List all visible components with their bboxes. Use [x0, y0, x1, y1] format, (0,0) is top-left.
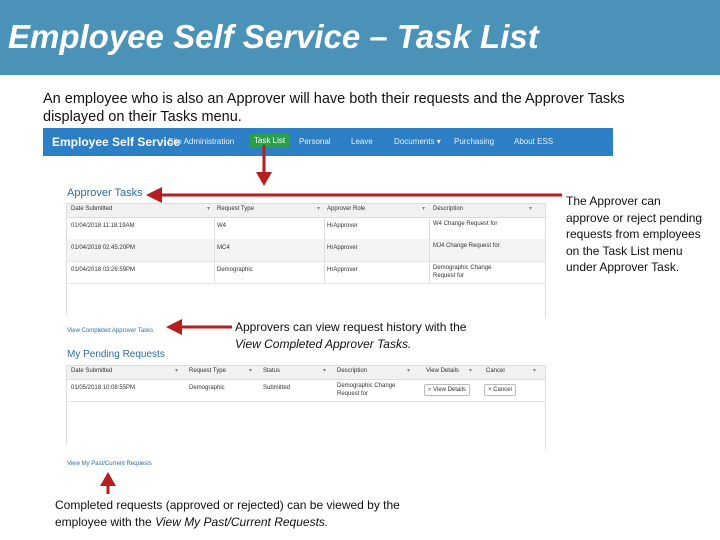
approver-tasks-title: Approver Tasks	[67, 187, 143, 199]
type-cell: Demographic	[217, 267, 253, 273]
pending-requests-title: My Pending Requests	[67, 349, 165, 360]
chevron-down-icon: ▾	[434, 137, 441, 146]
search-icon: ⌕	[428, 387, 434, 393]
history-callout-link-name: View Completed Approver Tasks.	[235, 336, 412, 351]
slide-title: Employee Self Service – Task List	[8, 18, 539, 55]
type-cell: Demographic	[189, 385, 225, 391]
nav-brand[interactable]: Employee Self Service	[52, 135, 181, 149]
intro-text: An employee who is also an Approver will have both their requests and the Approver Tasks displayed on their Tasks menu.	[43, 91, 625, 125]
sort-icon[interactable]: ▾	[207, 206, 211, 212]
title-bar	[0, 0, 720, 75]
scrollbar-track[interactable]	[545, 365, 546, 450]
scrollbar-track[interactable]	[545, 203, 546, 318]
sort-icon[interactable]: ▾	[175, 368, 179, 374]
column-divider	[324, 217, 325, 283]
role-cell: HrApprover	[327, 267, 358, 273]
column-header[interactable]: Date Submitted	[71, 206, 113, 212]
sort-icon[interactable]: ▾	[529, 206, 533, 212]
description-cell: Demographic Change Request for	[433, 265, 492, 279]
column-header[interactable]: Request Type	[189, 368, 226, 374]
completed-callout-text: Completed requests (approved or rejected) can be viewed by the employee with the	[55, 498, 400, 529]
column-header[interactable]: View Details	[426, 368, 459, 374]
table-row[interactable]	[67, 217, 545, 240]
date-cell: 01/05/2018 10:08:55PM	[71, 385, 136, 391]
sort-icon[interactable]: ▾	[323, 368, 327, 374]
description-cell: W4 Change Request for	[433, 221, 498, 227]
description-cell: Demographic Change Request for	[337, 383, 396, 397]
table-row[interactable]	[67, 379, 545, 402]
sort-icon[interactable]: ▾	[422, 206, 426, 212]
view-details-label: View Details	[433, 387, 466, 393]
history-callout	[235, 319, 480, 352]
cancel-label: Cancel	[493, 387, 512, 393]
sort-icon[interactable]: ▾	[533, 368, 537, 374]
ess-navbar	[43, 128, 613, 156]
role-cell: HrApprover	[327, 223, 358, 229]
date-cell: 01/04/2018 02:45:20PM	[71, 245, 136, 251]
nav-site-administration[interactable]: Site Administration	[168, 137, 235, 146]
view-completed-approver-tasks-link[interactable]: View Completed Approver Tasks	[67, 328, 154, 334]
column-header[interactable]: Description	[433, 206, 464, 212]
sort-icon[interactable]: ▾	[249, 368, 253, 374]
history-callout-text: Approvers can view request history with the	[235, 320, 467, 334]
nav-about-ess[interactable]: About ESS	[514, 137, 554, 146]
column-header[interactable]: Status	[263, 368, 281, 374]
description-cell: MJ4 Change Request for	[433, 243, 500, 249]
nav-task-list[interactable]: Task List	[249, 134, 290, 147]
role-cell: HrApprover	[327, 245, 358, 251]
column-header[interactable]: Approver Role	[327, 206, 366, 212]
table-row[interactable]	[67, 239, 545, 262]
view-details-button[interactable]	[424, 384, 470, 396]
approver-tasks-header	[67, 203, 545, 218]
approver-callout: The Approver can approve or reject pending requests from employees on the Task List menu under Approver Task.	[566, 194, 703, 274]
column-header[interactable]: Cancel	[486, 368, 505, 374]
nav-leave[interactable]: Leave	[351, 137, 373, 146]
completed-callout-link-name: View My Past/Current Requests.	[155, 514, 329, 529]
type-cell: MC4	[217, 245, 230, 251]
status-cell: Submitted	[263, 385, 291, 391]
column-header[interactable]: Date Submitted	[71, 368, 113, 374]
column-header[interactable]: Request Type	[217, 206, 254, 212]
pending-requests-header	[67, 365, 545, 380]
sort-icon[interactable]: ▾	[317, 206, 321, 212]
column-divider	[214, 217, 215, 283]
column-divider	[429, 217, 430, 283]
view-past-current-requests-link[interactable]: View My Past/Current Requests	[67, 461, 152, 467]
type-cell: W4	[217, 223, 226, 229]
close-icon: ×	[488, 387, 494, 393]
table-row[interactable]	[67, 261, 545, 284]
nav-personal[interactable]: Personal	[299, 137, 331, 146]
cancel-request-button[interactable]	[484, 384, 516, 396]
nav-documents[interactable]: Documents ▾	[394, 137, 441, 146]
sort-icon[interactable]: ▾	[469, 368, 473, 374]
nav-purchasing[interactable]: Purchasing	[454, 137, 495, 146]
completed-callout	[55, 497, 425, 530]
column-header[interactable]: Description	[337, 368, 368, 374]
date-cell: 01/04/2018 03:26:59PM	[71, 267, 136, 273]
date-cell: 01/04/2018 11:18:19AM	[71, 223, 135, 229]
sort-icon[interactable]: ▾	[407, 368, 411, 374]
